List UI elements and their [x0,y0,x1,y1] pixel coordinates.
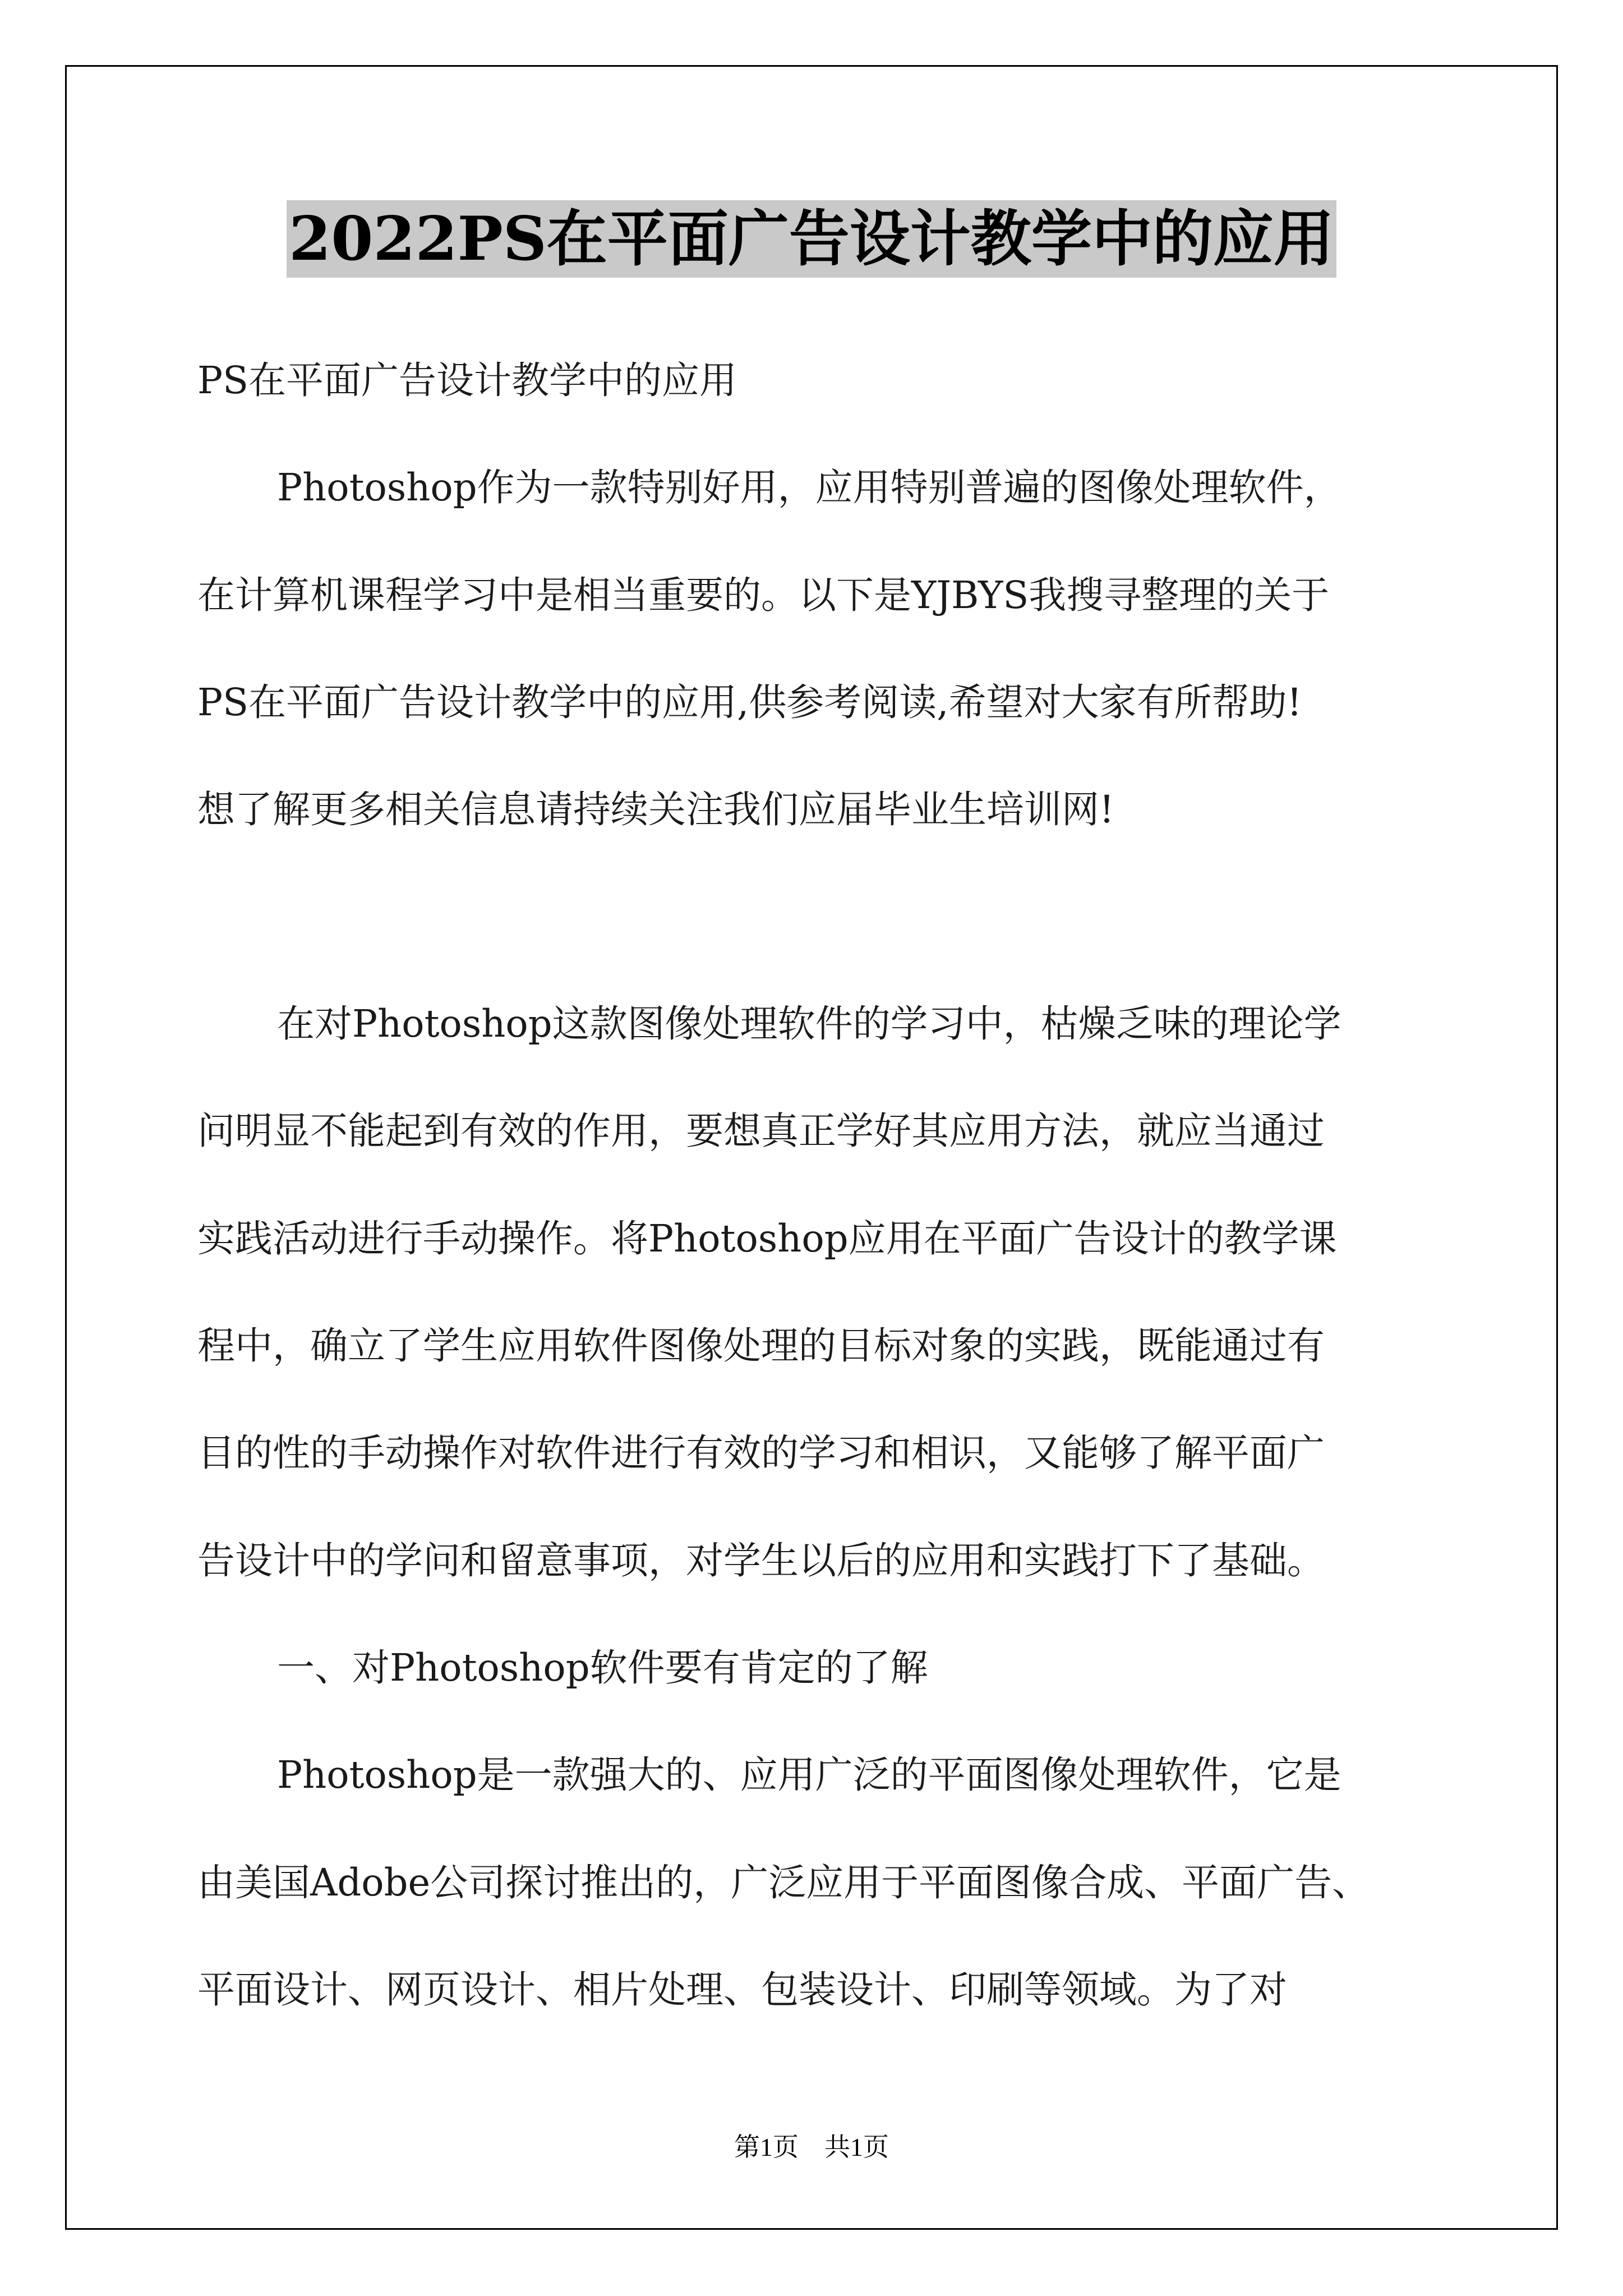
paragraph-line: 问明显不能起到有效的作用，要想真正学好其应用方法，就应当通过 [197,1109,1325,1153]
paragraph-line: 目的性的手动操作对软件进行有效的学习和相识，又能够了解平面广 [197,1431,1325,1475]
paragraph-line: 在对Photoshop这款图像处理软件的学习中，枯燥乏味的理论学 [277,1002,1341,1046]
paragraph-line: 平面设计、网页设计、相片处理、包装设计、印刷等领域。为了对 [197,1968,1287,2012]
paragraph-line: 程中，确立了学生应用软件图像处理的目标对象的实践，既能通过有 [197,1324,1325,1368]
paragraph-line: 在计算机课程学习中是相当重要的。以下是YJBYS我搜寻整理的关于 [197,573,1330,617]
subtitle-line: PS在平面广告设计教学中的应用 [197,358,737,402]
document-title [0,204,1623,274]
title-text: 2022PS在平面广告设计教学中的应用 [287,200,1336,278]
paragraph-line: Photoshop是一款强大的、应用广泛的平面图像处理软件，它是 [277,1753,1341,1797]
paragraph-line: 告设计中的学问和留意事项，对学生以后的应用和实践打下了基础。 [197,1539,1325,1582]
paragraph-line: 想了解更多相关信息请持续关注我们应届毕业生培训网! [197,788,1114,831]
paragraph-line: 由美国Adobe公司探讨推出的，广泛应用于平面图像合成、平面广告、 [197,1861,1370,1904]
paragraph-line: PS在平面广告设计教学中的应用,供参考阅读,希望对大家有所帮助! [197,680,1302,724]
section-heading: 一、对Photoshop软件要有肯定的了解 [277,1646,928,1690]
paragraph-line: Photoshop作为一款特别好用，应用特别普遍的图像处理软件， [277,466,1341,509]
page-footer: 第1页 共1页 [734,2133,889,2161]
paragraph-line: 实践活动进行手动操作。将Photoshop应用在平面广告设计的教学课 [197,1217,1337,1260]
